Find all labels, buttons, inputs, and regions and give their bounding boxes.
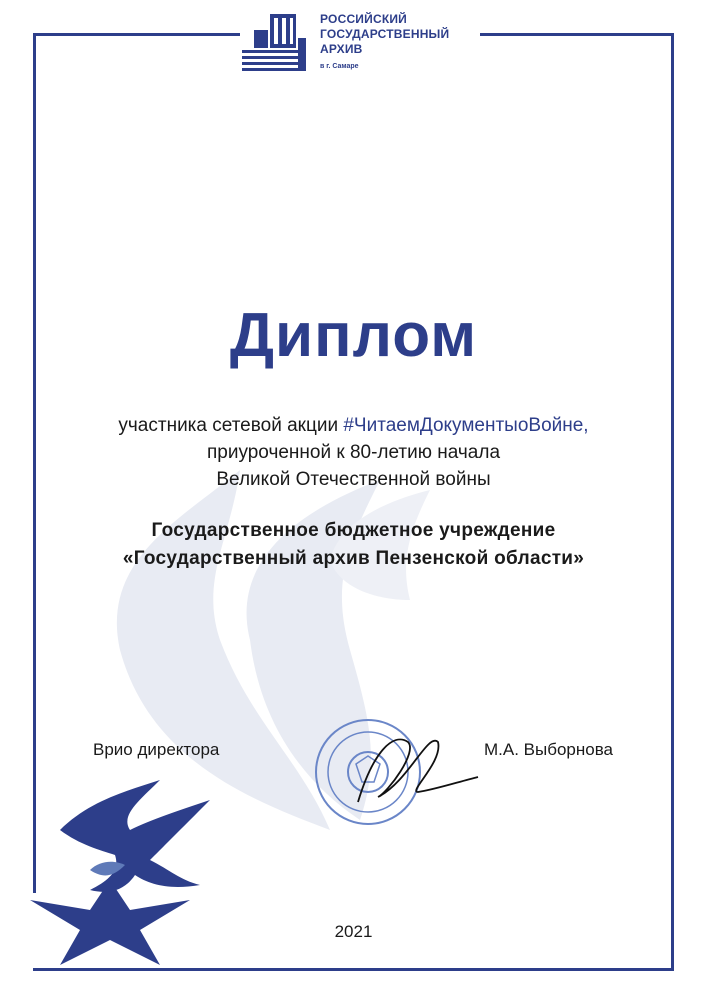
description-line-2: приуроченной к 80-летию начала bbox=[206, 442, 501, 463]
hashtag: #ЧитаемДокументыоВойне, bbox=[343, 415, 589, 436]
description-line-1-prefix: участника сетевой акции bbox=[118, 415, 344, 436]
organization-name bbox=[0, 517, 707, 573]
logo-line-3: АРХИВ bbox=[320, 42, 363, 56]
year: 2021 bbox=[334, 922, 373, 941]
description bbox=[0, 412, 707, 493]
description-line-1 bbox=[0, 412, 707, 439]
official-stamp-icon bbox=[308, 712, 483, 837]
page-title: Диплом bbox=[229, 301, 478, 370]
logo-line-2: ГОСУДАРСТВЕННЫЙ bbox=[320, 27, 450, 41]
signature-name: М.А. Выборнова bbox=[484, 740, 614, 759]
archive-logo bbox=[240, 8, 480, 78]
logo-subtitle: в г. Самаре bbox=[320, 63, 359, 70]
logo-line-1: РОССИЙСКИЙ bbox=[320, 12, 408, 26]
frame-top-left bbox=[33, 33, 240, 36]
organization-line-2: «Государственный архив Пензенской области» bbox=[122, 548, 585, 569]
signature-icon bbox=[358, 740, 478, 803]
organization-line-1: Государственное бюджетное учреждение bbox=[151, 520, 556, 541]
frame-right bbox=[671, 33, 674, 971]
archive-building-logo-icon bbox=[240, 8, 316, 78]
description-line-3: Великой Отечественной войны bbox=[216, 469, 491, 490]
signature-position: Врио директора bbox=[93, 740, 220, 759]
frame-top-right bbox=[470, 33, 674, 36]
